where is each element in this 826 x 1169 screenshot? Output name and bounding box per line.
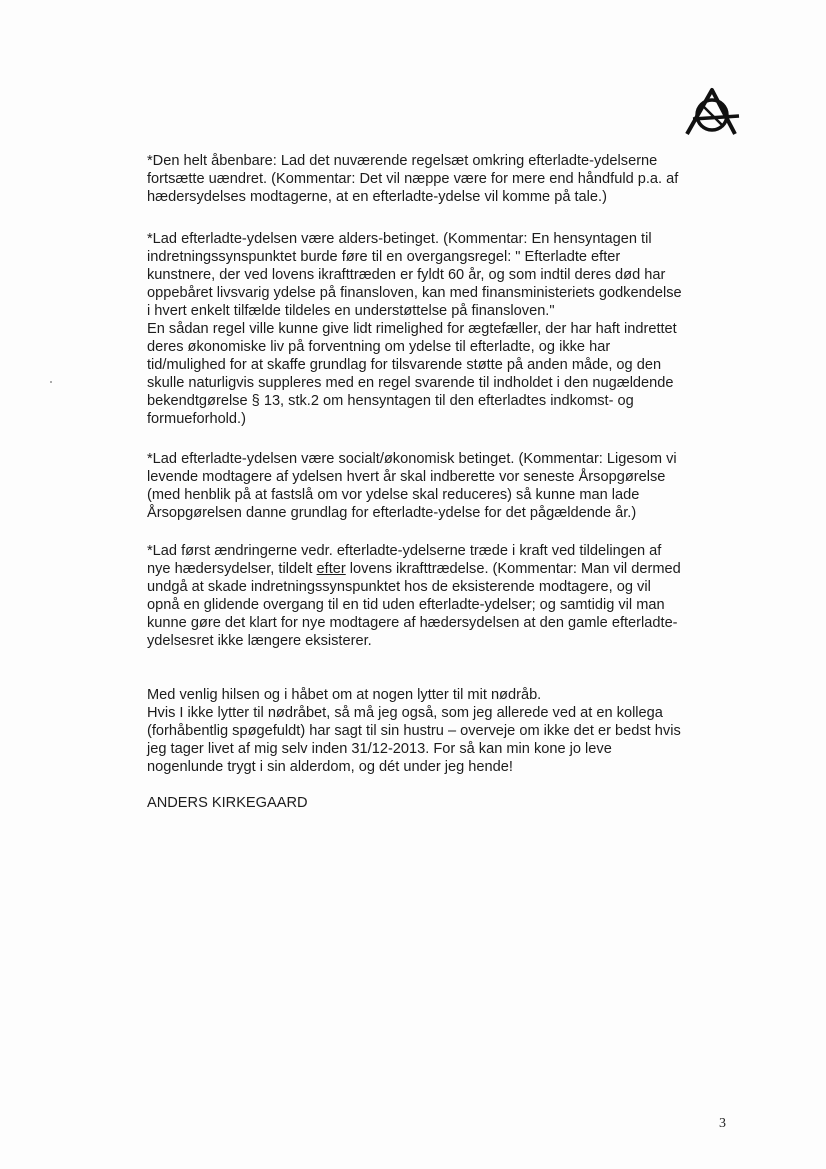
- text-line: nogenlunde trygt i sin alderdom, og dét under jeg hende!: [147, 759, 513, 775]
- underlined-word: efter: [316, 561, 346, 577]
- text-line: i hvert enkelt tilfælde tildeles en understøttelse på finansloven.": [147, 303, 555, 319]
- text-line: kunstnere, der ved lovens ikrafttræden er fyldt 60 år, og som indtil deres død har: [147, 267, 666, 283]
- page-number: 3: [719, 1116, 726, 1131]
- text-line: levende modtagere af ydelsen hvert år skal indberette vor seneste Årsopgørelse: [147, 469, 666, 485]
- text-line: hædersydelses modtagerne, at en efterladte-ydelse vil komme på tale.): [147, 189, 607, 205]
- text-line: kunne gøre det klart for nye modtagere af hædersydelsen at den gamle efterladte-: [147, 615, 678, 631]
- text-line: *Lad først ændringerne vedr. efterladte-ydelserne træde i kraft ved tildelingen af: [147, 543, 662, 559]
- text-line: En sådan regel ville kunne give lidt rimelighed for ægtefæller, der har haft indrettet: [147, 321, 677, 337]
- text-line: (forhåbentlig spøgefuldt) har sagt til sin hustru – overveje om ikke det er bedst hvis: [147, 723, 681, 739]
- text-line: opnå en glidende overgang til en tid uden efterladte-ydelser; og samtidig vil man: [147, 597, 665, 613]
- text-line: jeg tager livet af mig selv inden 31/12-2013. For så kan min kone jo leve: [147, 741, 612, 757]
- text-line: tid/mulighed for at skaffe grundlag for tilsvarende støtte på anden måde, og den: [147, 357, 662, 373]
- text-line: formueforhold.): [147, 411, 246, 427]
- text-line: skulle naturligvis suppleres med en regel svarende til indholdet i den nugældende: [147, 375, 674, 391]
- text-line: Årsopgørelsen danne grundlag for efterladte-ydelse for det pågældende år.): [147, 505, 637, 521]
- scan-speck: [50, 381, 52, 383]
- text-line: undgå at skade indretningssynspunktet hos de eksisterende modtagere, og vil: [147, 579, 651, 595]
- text-segment: nye hædersydelser, tildelt: [147, 561, 317, 577]
- text-line: *Lad efterladte-ydelsen være socialt/økonomisk betinget. (Kommentar: Ligesom vi: [147, 451, 677, 467]
- anarchy-symbol-mark: [683, 86, 741, 138]
- text-line: *Lad efterladte-ydelsen være alders-betinget. (Kommentar: En hensyntagen til: [147, 231, 652, 247]
- text-line: oppebåret livsvarig ydelse på finansloven, kan med finansministeriets godkendelse: [147, 285, 682, 301]
- text-line: fortsætte uændret. (Kommentar: Det vil næppe være for mere end håndfuld p.a. af: [147, 171, 679, 187]
- paragraph-2: [147, 230, 737, 428]
- paragraph-3: [147, 450, 737, 522]
- text-line: *Den helt åbenbare: Lad det nuværende regelsæt omkring efterladte-ydelserne: [147, 153, 658, 169]
- text-line: Med venlig hilsen og i håbet om at nogen lytter til mit nødråb.: [147, 687, 542, 703]
- signature-name: ANDERS KIRKEGAARD: [147, 795, 308, 811]
- text-segment: lovens ikrafttrædelse. (Kommentar: Man vil dermed: [345, 561, 681, 577]
- text-line: Hvis I ikke lytter til nødråbet, så må jeg også, som jeg allerede ved at en kollega: [147, 705, 663, 721]
- closing-paragraph: [147, 686, 737, 776]
- text-line: indretningssynspunktet burde føre til en overgangsregel: " Efterladte efter: [147, 249, 621, 265]
- text-line-with-underline: [147, 560, 737, 578]
- text-line: ydelsesret ikke længere eksisterer.: [147, 633, 372, 649]
- text-line: deres økonomiske liv på forventning om ydelse til efterladte, og ikke har: [147, 339, 611, 355]
- text-line: bekendtgørelse § 13, stk.2 om hensyntagen til den efterladtes indkomst- og: [147, 393, 634, 409]
- text-line: (med henblik på at fastslå om vor ydelse skal reduceres) så kunne man lade: [147, 487, 640, 503]
- paragraph-1: [147, 152, 737, 206]
- paragraph-4: [147, 542, 737, 650]
